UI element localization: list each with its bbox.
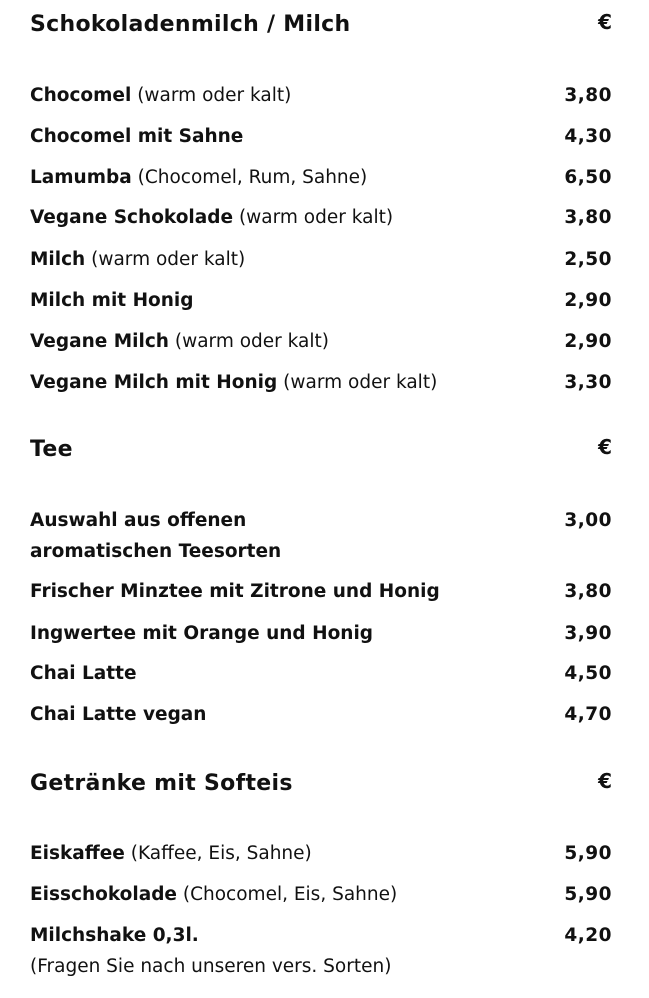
item-name: Vegane Milch bbox=[30, 331, 169, 352]
item-name: Chocomel mit Sahne bbox=[30, 126, 244, 147]
item-price: 3,00 bbox=[564, 510, 612, 531]
item-price: 3,30 bbox=[564, 372, 612, 393]
section-header-tea bbox=[30, 437, 612, 467]
item-price: 2,50 bbox=[564, 249, 612, 270]
item-price: 2,90 bbox=[564, 290, 612, 311]
menu-item bbox=[30, 580, 612, 604]
item-name: Ingwertee mit Orange und Honig bbox=[30, 623, 374, 644]
menu-item bbox=[30, 622, 612, 646]
section-header-softeis-drinks bbox=[30, 771, 612, 801]
section-title: Getränke mit Softeis bbox=[30, 771, 293, 796]
item-price: 6,50 bbox=[564, 167, 612, 188]
menu-item bbox=[30, 842, 612, 866]
menu-item bbox=[30, 125, 612, 149]
menu-item bbox=[30, 289, 612, 313]
item-name: Auswahl aus offenen bbox=[30, 510, 247, 531]
item-description: (warm oder kalt) bbox=[283, 372, 438, 393]
item-description: (warm oder kalt) bbox=[91, 249, 246, 270]
item-name: Milchshake 0,3l. bbox=[30, 925, 199, 946]
item-price: 3,80 bbox=[564, 85, 612, 106]
item-price: 3,80 bbox=[564, 207, 612, 228]
menu-item bbox=[30, 509, 612, 564]
item-description: (Kaffee, Eis, Sahne) bbox=[130, 843, 312, 864]
item-price: 3,90 bbox=[564, 623, 612, 644]
section-title: Tee bbox=[30, 437, 73, 462]
menu-item bbox=[30, 883, 612, 907]
item-price: 4,70 bbox=[564, 704, 612, 725]
menu-item bbox=[30, 924, 612, 979]
currency-symbol: € bbox=[598, 10, 612, 34]
item-price: 5,90 bbox=[564, 843, 612, 864]
item-description: (warm oder kalt) bbox=[174, 331, 329, 352]
item-name: Milch bbox=[30, 249, 86, 270]
currency-symbol: € bbox=[598, 769, 612, 793]
item-name: Eiskaffee bbox=[30, 843, 125, 864]
item-name: Vegane Milch mit Honig bbox=[30, 372, 278, 393]
item-description: (warm oder kalt) bbox=[137, 85, 292, 106]
item-description: (Chocomel, Eis, Sahne) bbox=[182, 884, 398, 905]
item-name: Milch mit Honig bbox=[30, 290, 194, 311]
item-price: 4,30 bbox=[564, 126, 612, 147]
menu-item bbox=[30, 662, 612, 686]
item-name: Vegane Schokolade bbox=[30, 207, 234, 228]
item-price: 4,50 bbox=[564, 663, 612, 684]
item-price: 2,90 bbox=[564, 331, 612, 352]
item-name: Frischer Minztee mit Zitrone und Honig bbox=[30, 581, 440, 602]
item-price: 5,90 bbox=[564, 884, 612, 905]
item-price: 3,80 bbox=[564, 581, 612, 602]
menu-item bbox=[30, 206, 612, 230]
item-name: Eisschokolade bbox=[30, 884, 177, 905]
item-price: 4,20 bbox=[564, 925, 612, 946]
menu-item bbox=[30, 371, 612, 395]
section-title: Schokoladenmilch / Milch bbox=[30, 12, 351, 37]
item-name: Chocomel bbox=[30, 85, 132, 106]
item-description: (warm oder kalt) bbox=[238, 207, 394, 228]
item-description: (Chocomel, Rum, Sahne) bbox=[137, 167, 368, 188]
item-name: Lamumba bbox=[30, 167, 132, 188]
menu-item bbox=[30, 84, 612, 108]
menu-item bbox=[30, 166, 612, 190]
menu-item bbox=[30, 248, 612, 272]
section-header-chocolate-milk bbox=[30, 12, 612, 42]
menu-item bbox=[30, 703, 612, 727]
item-note: (Fragen Sie nach unseren vers. Sorten) bbox=[30, 956, 392, 977]
currency-symbol: € bbox=[598, 435, 612, 459]
item-name: Chai Latte vegan bbox=[30, 704, 207, 725]
menu-item bbox=[30, 330, 612, 354]
item-name-continued: aromatischen Teesorten bbox=[30, 541, 282, 562]
item-name: Chai Latte bbox=[30, 663, 137, 684]
